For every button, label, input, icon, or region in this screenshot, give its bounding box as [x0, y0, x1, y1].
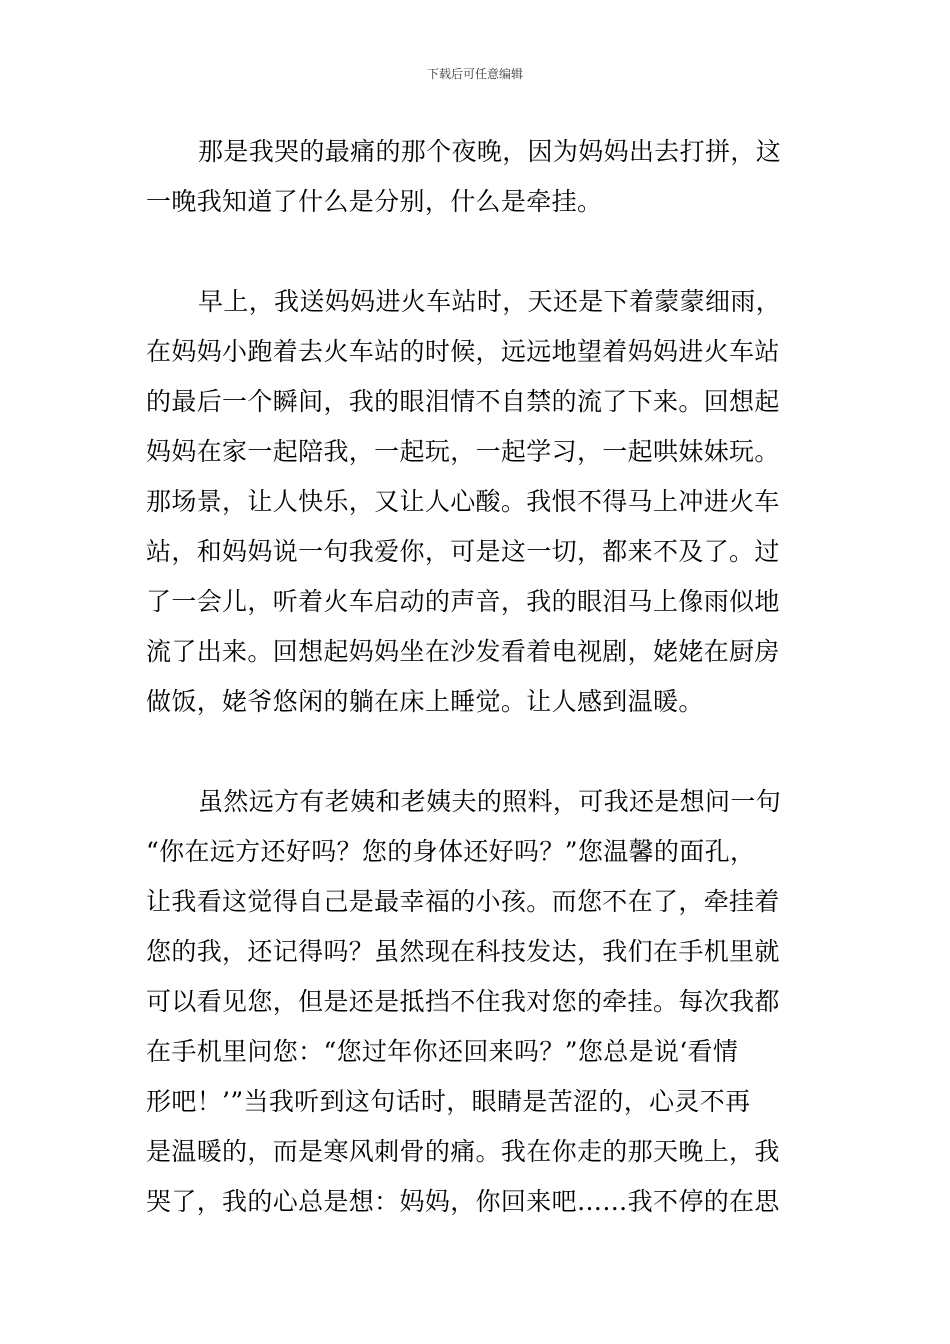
text-line: 的最后一个瞬间，我的眼泪情不自禁的流了下来。回想起	[146, 387, 780, 416]
paragraph-gap	[146, 727, 806, 777]
text-line: 那场景，让人快乐，又让人心酸。我恨不得马上冲进火车	[146, 487, 780, 516]
text-line: 您的我，还记得吗？虽然现在科技发达，我们在手机里就	[146, 937, 780, 966]
text-line: 那是我哭的最痛的那个夜晚，因为妈妈出去打拼，这	[198, 137, 782, 166]
text-line: 形吧！’”当我听到这句话时，眼睛是苦涩的，心灵不再	[146, 1087, 751, 1116]
text-line: 妈妈在家一起陪我，一起玩，一起学习，一起哄妹妹玩。	[146, 437, 780, 466]
text-line: 虽然远方有老姨和老姨夫的照料，可我还是想问一句	[198, 787, 782, 816]
text-line: 可以看见您，但是还是抵挡不住我对您的牵挂。每次我都	[146, 987, 780, 1016]
text-line: 哭了，我的心总是想：妈妈，你回来吧……我不停的在思	[146, 1187, 780, 1216]
page-header: 下载后可任意编辑	[426, 67, 523, 81]
text-line: 站，和妈妈说一句我爱你，可是这一切，都来不及了。过	[146, 537, 780, 566]
text-line: 是温暖的，而是寒风刺骨的痛。我在你走的那天晚上，我	[146, 1137, 780, 1166]
paragraph-gap	[146, 227, 806, 277]
text-line: 在手机里问您：“您过年你还回来吗？”您总是说‘看情	[146, 1037, 739, 1066]
text-line: 一晚我知道了什么是分别，什么是牵挂。	[146, 187, 603, 216]
text-line: 了一会儿，听着火车启动的声音，我的眼泪马上像雨似地	[146, 587, 780, 616]
text-line: 做饭，姥爷悠闲的躺在床上睡觉。让人感到温暖。	[146, 687, 704, 716]
paragraph-3	[146, 777, 806, 1227]
paragraph-2	[146, 277, 806, 727]
text-line: 让我看这觉得自己是最幸福的小孩。而您不在了，牵挂着	[146, 887, 780, 916]
text-line: 早上，我送妈妈进火车站时，天还是下着蒙蒙细雨，	[198, 287, 782, 316]
text-line: 流了出来。回想起妈妈坐在沙发看着电视剧，姥姥在厨房	[146, 637, 780, 666]
text-line: 在妈妈小跑着去火车站的时候，远远地望着妈妈进火车站	[146, 337, 780, 366]
body-text	[146, 127, 806, 1227]
paragraph-1	[146, 127, 806, 227]
text-line: “你在远方还好吗？您的身体还好吗？”您温馨的面孔，	[146, 837, 756, 866]
